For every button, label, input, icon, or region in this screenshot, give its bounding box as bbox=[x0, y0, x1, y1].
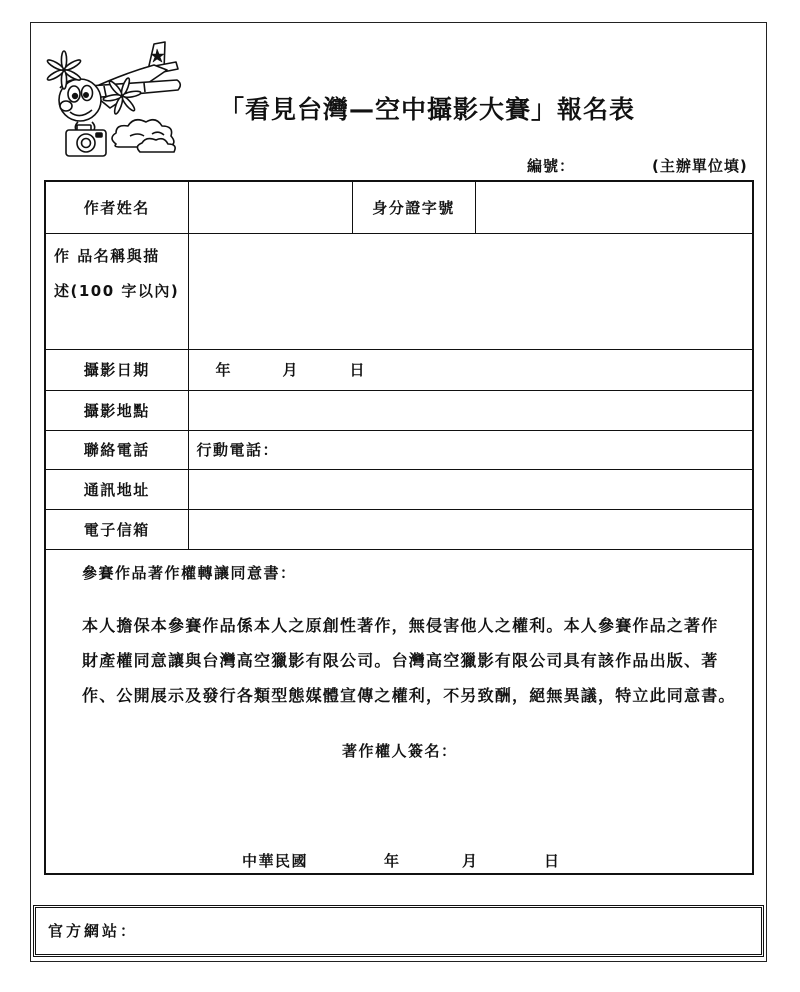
address-label: 通訊地址 bbox=[45, 469, 188, 509]
serial-number-note: (主辦單位填) bbox=[652, 157, 748, 175]
date-era: 中華民國 bbox=[242, 851, 309, 870]
website-label: 官方網站： bbox=[48, 922, 139, 940]
work-description-label-line: 作 品名稱與描 bbox=[54, 246, 160, 265]
airplane-camera-logo bbox=[44, 40, 184, 162]
website-box bbox=[33, 905, 764, 957]
shoot-date-field bbox=[188, 349, 753, 390]
mobile-phone-field bbox=[188, 430, 753, 469]
work-description-row bbox=[45, 233, 753, 349]
shoot-date-label: 攝影日期 bbox=[45, 349, 188, 390]
consent-line: 本人擔保本參賽作品係本人之原創性著作，無侵害他人之權利。本人參賽作品之著作 bbox=[82, 615, 719, 635]
date-month: 月 bbox=[282, 361, 300, 379]
phone-label: 聯絡電話 bbox=[45, 430, 188, 469]
camera-icon bbox=[66, 125, 106, 156]
work-description-label-line: 述(100 字以內) bbox=[54, 281, 180, 300]
registration-table bbox=[44, 180, 754, 875]
author-name-label: 作者姓名 bbox=[45, 181, 188, 233]
consent-text bbox=[82, 608, 736, 713]
shoot-location-row bbox=[45, 390, 753, 430]
address-field bbox=[188, 469, 753, 509]
sign-date-day: 日 bbox=[544, 851, 561, 870]
serial-number-label: 編號： bbox=[527, 157, 576, 175]
date-day: 日 bbox=[349, 361, 367, 379]
id-number-field bbox=[475, 181, 753, 233]
shoot-date-row bbox=[45, 349, 753, 390]
shoot-location-label: 攝影地點 bbox=[45, 390, 188, 430]
author-name-field bbox=[188, 181, 352, 233]
author-row bbox=[45, 181, 753, 233]
cloud-icon bbox=[112, 120, 175, 152]
consent-row bbox=[45, 549, 753, 874]
mobile-phone-label: 行動電話： bbox=[196, 441, 280, 459]
consent-line: 財產權同意讓與台灣高空獵影有限公司。台灣高空獵影有限公司具有該作品出版、著 bbox=[82, 650, 719, 670]
email-row bbox=[45, 509, 753, 549]
copyright-holder-signature-label: 著作權人簽名： bbox=[342, 741, 458, 760]
consent-line: 作、公開展示及發行各類型態媒體宣傳之權利，不另致酬，絕無異議，特立此同意書。 bbox=[82, 685, 736, 705]
consent-section bbox=[45, 549, 753, 874]
email-field bbox=[188, 509, 753, 549]
sign-date-year: 年 bbox=[384, 851, 401, 870]
phone-row bbox=[45, 430, 753, 469]
address-row bbox=[45, 469, 753, 509]
date-year: 年 bbox=[215, 361, 233, 379]
email-label: 電子信箱 bbox=[45, 509, 188, 549]
sign-date-month: 月 bbox=[462, 851, 479, 870]
work-description-field bbox=[188, 233, 753, 349]
work-description-label bbox=[45, 233, 188, 349]
id-number-label: 身分證字號 bbox=[352, 181, 475, 233]
shoot-location-field bbox=[188, 390, 753, 430]
consent-heading: 參賽作品著作權轉讓同意書： bbox=[82, 563, 297, 582]
form-title: 「看見台灣—空中攝影大賽」報名表 bbox=[219, 95, 636, 124]
